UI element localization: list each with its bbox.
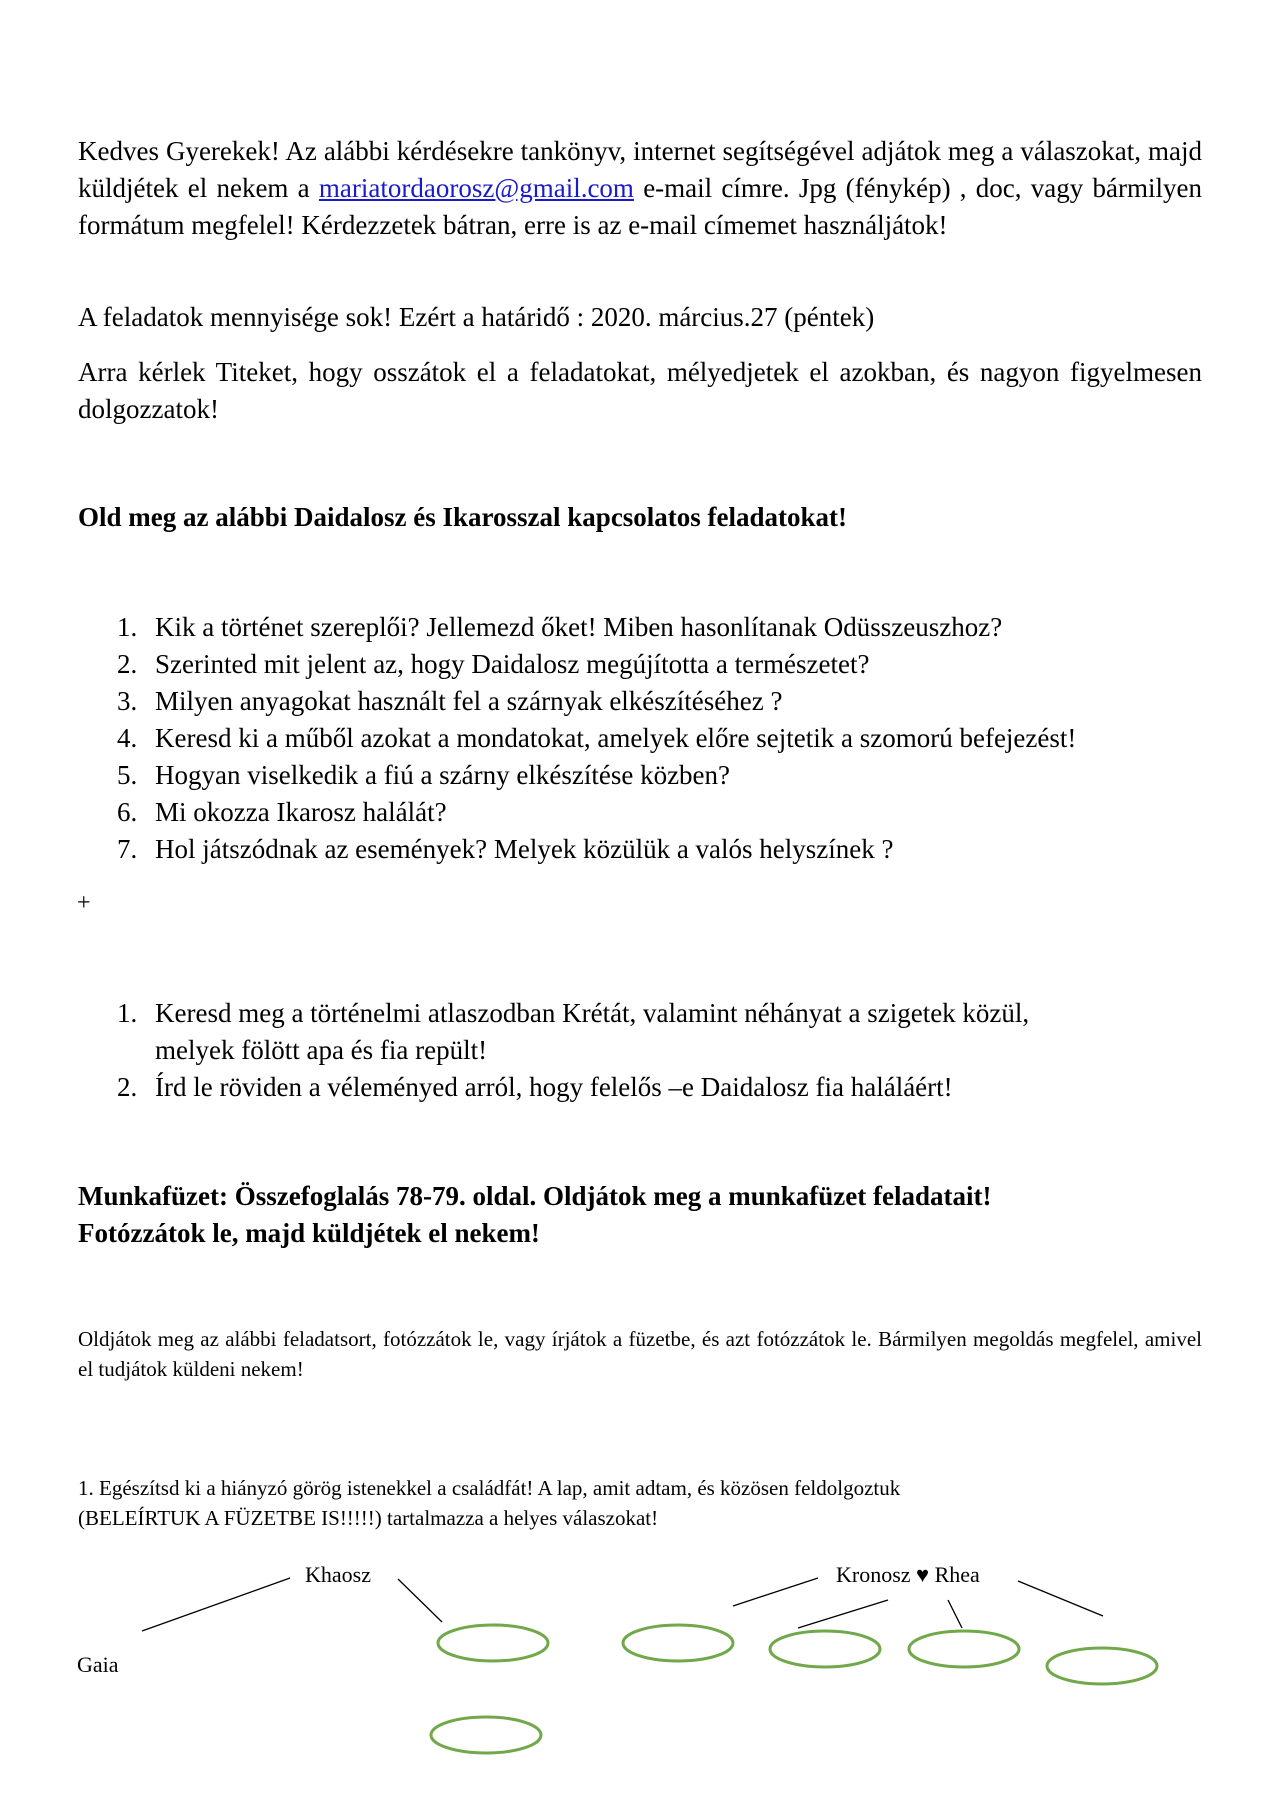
workbook-heading-line2: Fotózzátok le, majd küldjétek el nekem! bbox=[78, 1218, 540, 1248]
item-number: 2. bbox=[117, 649, 138, 679]
intro-text-continued: e-mail címre. Jpg (fénykép) , doc, vagy bármilyen formátum megfelel! Kérdezzetek bátran, erre is az e-mail címemet használjátok! bbox=[78, 173, 1202, 240]
item-number: 1. bbox=[117, 998, 138, 1028]
answer-ellipse bbox=[431, 1717, 541, 1753]
tree-line bbox=[398, 1579, 442, 1622]
node-gaia: Gaia bbox=[77, 1652, 119, 1677]
task1-line2: (BELEÍRTUK A FÜZETBE IS!!!!!) tartalmazza a helyes válaszokat! bbox=[78, 1506, 659, 1530]
plus-sign: + bbox=[77, 890, 91, 916]
item-text: Keresd ki a műből azokat a mondatokat, amelyek előre sejtetik a szomorú befejezést! bbox=[155, 723, 1077, 753]
item-number: 1. bbox=[117, 612, 138, 642]
answer-ellipse bbox=[909, 1631, 1019, 1667]
task1-line1: 1. Egészítsd ki a hiányzó görög istenekkel a családfát! A lap, amit adtam, és közösen feldolgoztuk bbox=[78, 1476, 901, 1500]
item-text: Írd le röviden a véleményed arról, hogy felelős –e Daidalosz fia haláláért! bbox=[155, 1072, 953, 1102]
answer-ellipse bbox=[770, 1631, 880, 1667]
item-text: Keresd meg a történelmi atlaszodban Krétát, valamint néhányat a szigetek közül, bbox=[155, 998, 1030, 1028]
tree-line bbox=[142, 1578, 290, 1631]
answer-ellipse bbox=[438, 1625, 548, 1661]
tree-line bbox=[948, 1600, 962, 1628]
item-text: Mi okozza Ikarosz halálát? bbox=[155, 797, 447, 827]
tree-line bbox=[798, 1600, 888, 1628]
intro-text: Kedves Gyerekek! Az alábbi kérdésekre tankönyv, internet segítségével adjátok meg a válaszokat, majd küldjétek el nekem a bbox=[78, 136, 1202, 203]
item-number: 4. bbox=[117, 723, 138, 753]
item-number: 2. bbox=[117, 1072, 138, 1102]
item-number: 5. bbox=[117, 760, 138, 790]
item-text: Hogyan viselkedik a fiú a szárny elkészítése közben? bbox=[155, 760, 731, 790]
email-link[interactable]: mariatordaorosz@gmail.com bbox=[318, 173, 634, 203]
item-number: 6. bbox=[117, 797, 138, 827]
item-text: Milyen anyagokat használt fel a szárnyak elkészítéséhez ? bbox=[155, 686, 783, 716]
item-text: Szerinted mit jelent az, hogy Daidalosz megújította a természetet? bbox=[155, 649, 870, 679]
request-paragraph: Arra kérlek Titeket, hogy osszátok el a feladatokat, mélyedjetek el azokban, és nagyon figyelmesen dolgozzatok! bbox=[78, 357, 1202, 424]
item-text-continued: melyek fölött apa és fia repült! bbox=[155, 1035, 488, 1065]
item-text: Kik a történet szereplői? Jellemezd őket! Miben hasonlítanak Odüsszeuszhoz? bbox=[155, 612, 1003, 642]
workbook-heading-line1: Munkafüzet: Összefoglalás 78-79. oldal. Oldjátok meg a munkafüzet feladatait! bbox=[78, 1181, 992, 1211]
item-number: 7. bbox=[117, 834, 138, 864]
section1-heading: Old meg az alábbi Daidalosz és Ikarosszal kapcsolatos feladatokat! bbox=[78, 502, 848, 532]
deadline-text: A feladatok mennyisége sok! Ezért a határidő : 2020. március.27 (péntek) bbox=[78, 302, 875, 332]
node-khaosz: Khaosz bbox=[305, 1562, 371, 1587]
instructions-paragraph: Oldjátok meg az alábbi feladatsort, fotózzátok le, vagy írjátok a füzetbe, és azt fotózzátok le. Bármilyen megoldás megfelel, amivel el tudjátok küldeni nekem! bbox=[78, 1327, 1202, 1381]
item-number: 3. bbox=[117, 686, 138, 716]
tree-line bbox=[1018, 1581, 1103, 1616]
answer-ellipse bbox=[1047, 1648, 1157, 1684]
tree-line bbox=[733, 1578, 818, 1606]
answer-ellipse bbox=[623, 1625, 733, 1661]
item-text: Hol játszódnak az események? Melyek közülük a valós helyszínek ? bbox=[155, 834, 894, 864]
node-kronosz-rhea: Kronosz ♥ Rhea bbox=[836, 1562, 980, 1587]
